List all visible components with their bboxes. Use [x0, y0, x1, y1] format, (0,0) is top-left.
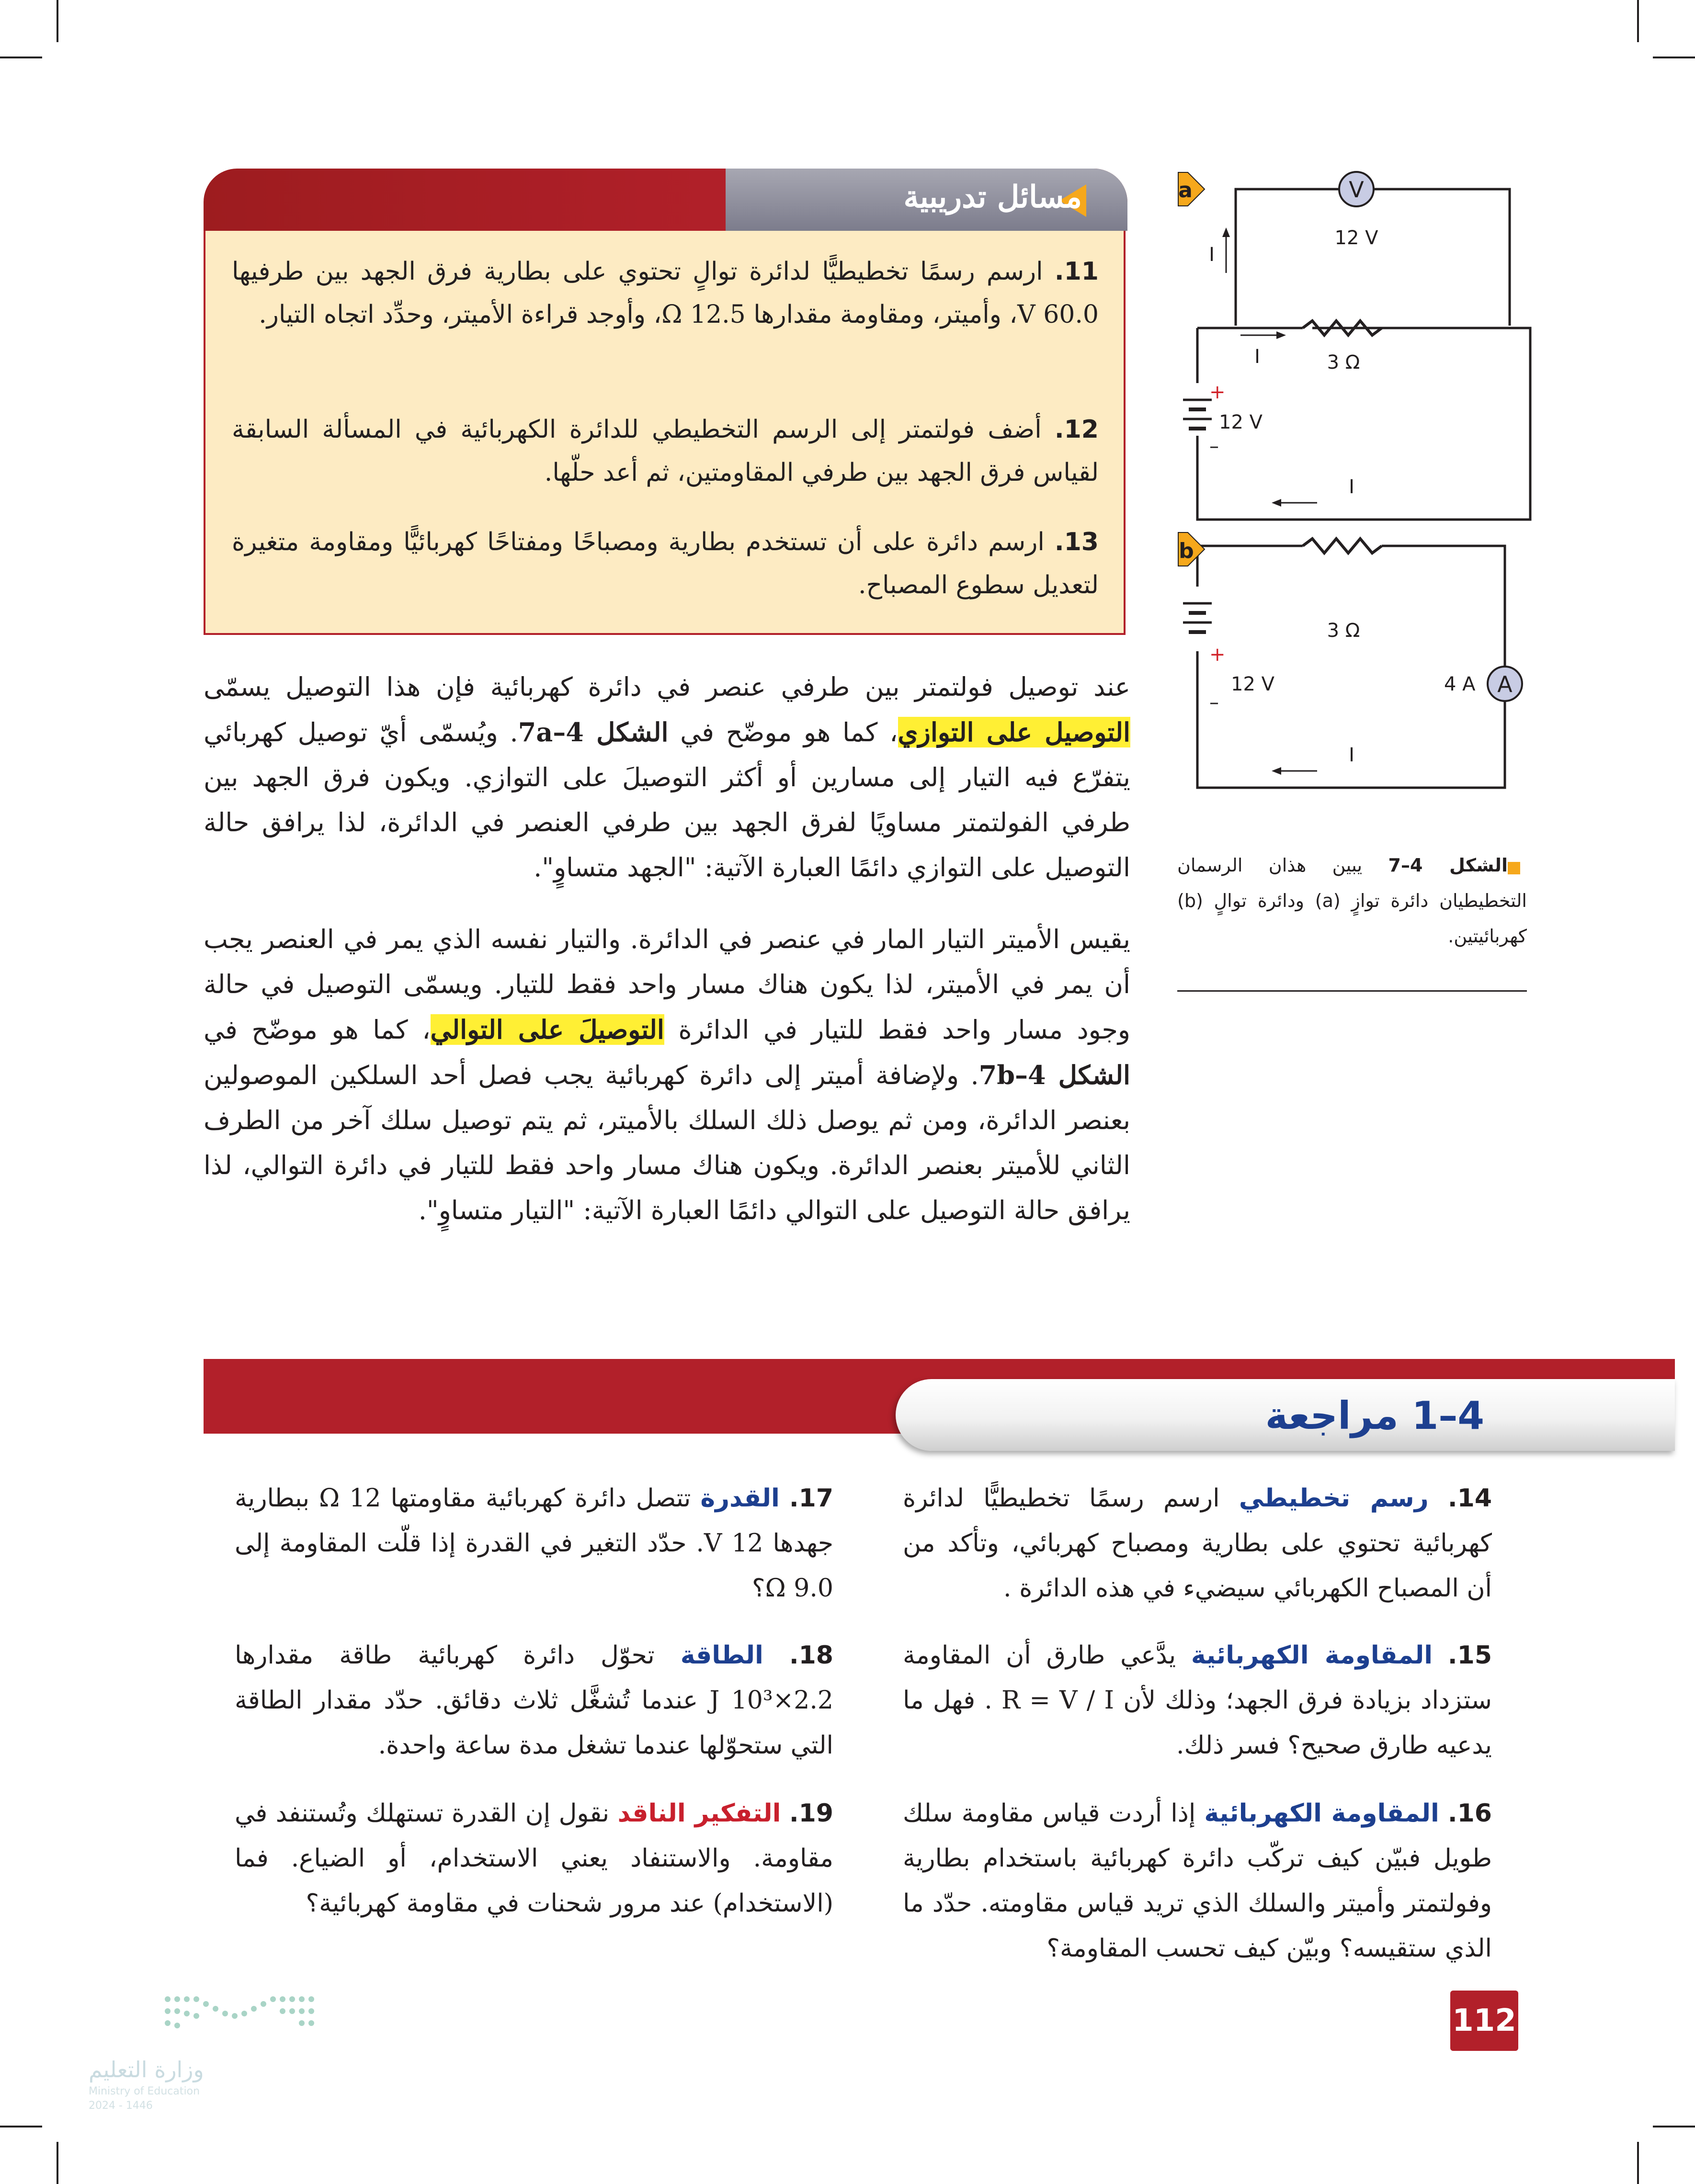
item-text: يدَّعي طارق أن المقاومة ستزداد بزيادة فرق الجهد؛ وذلك لأن R = V / I . فهل ما يدعيه طارق صحيح؟ فسر ذلك.	[903, 1641, 1492, 1760]
review-title: 4–1 مراجعة	[1265, 1393, 1484, 1438]
text-run: ، كما هو موضّح في	[668, 717, 898, 747]
caption-text: يبين هذان الرسمان التخطيطيان دائرة توازٍ (a) ودائرة توالٍ (b) كهربائيتين.	[1177, 855, 1527, 947]
review-item	[903, 1476, 1492, 1611]
caption-rule	[1177, 990, 1527, 992]
figure-caption	[1177, 848, 1527, 954]
item-keyword: رسم تخطيطي	[1239, 1484, 1429, 1513]
battery-minus: –	[1209, 435, 1219, 457]
caption-title: الشكل 4–7	[1388, 855, 1508, 876]
crop-mark	[1637, 0, 1639, 42]
ministry-name: وزارة التعليم	[89, 2057, 204, 2082]
review-item	[903, 1633, 1492, 1768]
battery-plus: +	[1209, 644, 1226, 666]
item-text: ارسم رسمًا تخطيطيًّا لدائرة كهربائية تحتوي على بطارية ومصباح كهربائي، وتأكد من أن المصباح الكهربائي سيضيء في هذه الدائرة .	[903, 1484, 1492, 1603]
item-keyword: التفكير الناقد	[617, 1799, 781, 1828]
text-run: ، كما هو موضّح في	[204, 1015, 431, 1045]
page-number: 112	[1450, 1991, 1518, 2051]
wire	[1236, 189, 1339, 326]
review-item	[235, 1476, 833, 1611]
crop-mark	[57, 2142, 58, 2184]
item-number: 11.	[1054, 257, 1099, 286]
ammeter-reading: 4 A	[1444, 673, 1476, 695]
practice-box	[204, 231, 1126, 635]
current-label: I	[1209, 244, 1215, 266]
wire	[1197, 546, 1303, 587]
body-paragraph-series	[204, 917, 1130, 1233]
wire	[1382, 546, 1505, 669]
item-keyword: المقاومة الكهربائية	[1191, 1641, 1433, 1670]
item-number: 14.	[1447, 1484, 1492, 1513]
resistor-value-b: 3 Ω	[1327, 620, 1360, 642]
item-text: نقول إن القدرة تستهلك وتُستنفد في مقاومة. والاستنفاد يعني الاستخدام، أو الضياع. فما (الاستخدام) عند مرور شحنات في مقاومة كهربائية؟	[235, 1799, 833, 1918]
text-run: . ولإضافة أميتر إلى دائرة كهربائية يجب فصل أحد السلكين الموصولين بعنصر الدائرة، ومن ثم يوصل ذلك السلك بالأميتر، ثم يتم توصيل سلك آخر من الطرف الثاني للأميتر بعنصر الدائرة. ويكون هناك مسار واحد فقط للتيار في دائرة التوالي، لذا يرافق حالة التوصيل على التوالي دائمًا العبارة الآتية: "التيار متساوٍ".	[204, 1060, 1130, 1225]
item-keyword: الطاقة	[680, 1641, 763, 1670]
current-label: I	[1349, 744, 1354, 766]
item-text: أضف فولتمتر إلى الرسم التخطيطي للدائرة الكهربائية في المسألة السابقة لقياس فرق الجهد بين طرفي المقاومتين، ثم أعد حلّها.	[232, 415, 1099, 487]
figure-label-b: b	[1179, 539, 1194, 563]
crop-mark	[1637, 2142, 1639, 2184]
ministry-logo-icon	[163, 1990, 316, 2042]
item-number: 13.	[1054, 528, 1099, 556]
figure-ref: الشكل 4–7b	[978, 1060, 1130, 1090]
circuit-figure	[1159, 163, 1542, 833]
item-text: تتصل دائرة كهربائية مقاومتها 12 Ω ببطارية جهدها 12 V. حدّد التغير في القدرة إذا قلّت المقاومة إلى 9.0 Ω؟	[235, 1484, 833, 1603]
item-text: إذا أردت قياس مقاومة سلك طويل فبيّن كيف تركّب دائرة كهربائية باستخدام بطارية وفولتمتر وأميتر والسلك الذي تريد قياس مقاومته. حدّد ما الذي ستقيسه؟ وبيّن كيف تحسب المقاومة؟	[903, 1799, 1492, 1963]
review-item	[235, 1633, 833, 1768]
item-text: ارسم دائرة على أن تستخدم بطارية ومصباحًا ومفتاحًا كهربائيًّا ومقاومة متغيرة لتعديل سطوع المصباح.	[232, 528, 1099, 600]
arrowhead	[1276, 331, 1286, 339]
crop-mark	[1653, 57, 1695, 58]
review-item	[903, 1791, 1492, 1971]
item-keyword: المقاومة الكهربائية	[1204, 1799, 1439, 1828]
arrowhead	[1272, 499, 1281, 507]
battery-value-a: 12 V	[1219, 411, 1263, 433]
battery-value-b: 12 V	[1231, 673, 1274, 695]
item-text: تحوّل دائرة كهربائية طاقة مقدارها 2.2×10³ J عندما تُشغَّل ثلاث دقائق. حدّد مقدار الطاقة التي ستحوّلها عندما تشغل مدة ساعة واحدة.	[235, 1641, 833, 1760]
ministry-year: 2024 - 1446	[89, 2100, 153, 2112]
item-number: 16.	[1447, 1799, 1492, 1828]
voltmeter-label: V	[1349, 177, 1364, 203]
crop-mark	[1653, 2126, 1695, 2127]
item-text: ارسم رسمًا تخطيطيًّا لدائرة توالٍ تحتوي على بطارية فرق الجهد بين طرفيها 60.0 V، وأميتر، ومقاومة مقدارها 12.5 Ω، وأوجد قراءة الأميتر، وحدِّد اتجاه التيار.	[232, 257, 1099, 329]
ammeter-label: A	[1497, 671, 1513, 697]
practice-item	[232, 408, 1099, 494]
review-item	[235, 1791, 833, 1926]
resistor-value-a: 3 Ω	[1327, 351, 1360, 373]
text-run: يقيس الأميتر التيار المار في عنصر في الدائرة. والتيار نفسه الذي يمر في العنصر يجب أن يمر في الأميتر، لذا يكون هناك مسار واحد فقط للتيار. ويسمّى التوصيل في حالة وجود مسار واحد فقط للتيار في الدائرة	[204, 924, 1130, 1045]
item-keyword: القدرة	[700, 1484, 780, 1513]
current-label: I	[1254, 346, 1260, 368]
arrowhead	[1222, 227, 1230, 237]
battery-minus: –	[1209, 691, 1219, 713]
practice-item	[232, 521, 1099, 607]
voltmeter-reading: 12 V	[1334, 227, 1378, 249]
item-number: 17.	[789, 1484, 834, 1513]
wire	[1197, 651, 1505, 788]
practice-item	[232, 250, 1099, 336]
figure-ref: الشكل 4–7a	[518, 717, 669, 747]
crop-mark	[57, 0, 58, 42]
wire	[1374, 189, 1510, 326]
term-parallel: التوصيل على التوازي	[898, 717, 1130, 747]
term-series: التوصيلَ على التوالي	[430, 1014, 664, 1045]
current-label: I	[1349, 476, 1354, 498]
item-number: 19.	[789, 1799, 833, 1828]
crop-mark	[0, 57, 42, 58]
practice-title: مسائل تدريبية	[903, 179, 1082, 215]
crop-mark	[0, 2126, 42, 2127]
text-run: عند توصيل فولتمتر بين طرفي عنصر في دائرة كهربائية فإن هذا التوصيل يسمّى	[204, 672, 1130, 702]
ministry-name-en: Ministry of Education	[89, 2085, 200, 2097]
item-number: 18.	[789, 1641, 833, 1670]
battery-plus: +	[1209, 381, 1226, 403]
resistor-b	[1303, 539, 1382, 553]
figure-label-a: a	[1178, 178, 1193, 203]
item-number: 15.	[1447, 1641, 1492, 1670]
item-number: 12.	[1054, 415, 1099, 444]
text-run: . ويُسمّى أيّ توصيل كهربائي يتفرّع فيه التيار إلى مسارين أو أكثر التوصيلَ على التوازي. ويكون فرق الجهد بين طرفي الفولتمتر مساويًا لفرق الجهد بين طرفي العنصر في الدائرة، لذا يرافق حالة التوصيل على التوازي دائمًا العبارة الآتية: "الجهد متساوٍ".	[204, 717, 1130, 883]
body-paragraph-parallel	[204, 665, 1130, 890]
arrowhead	[1272, 767, 1281, 775]
